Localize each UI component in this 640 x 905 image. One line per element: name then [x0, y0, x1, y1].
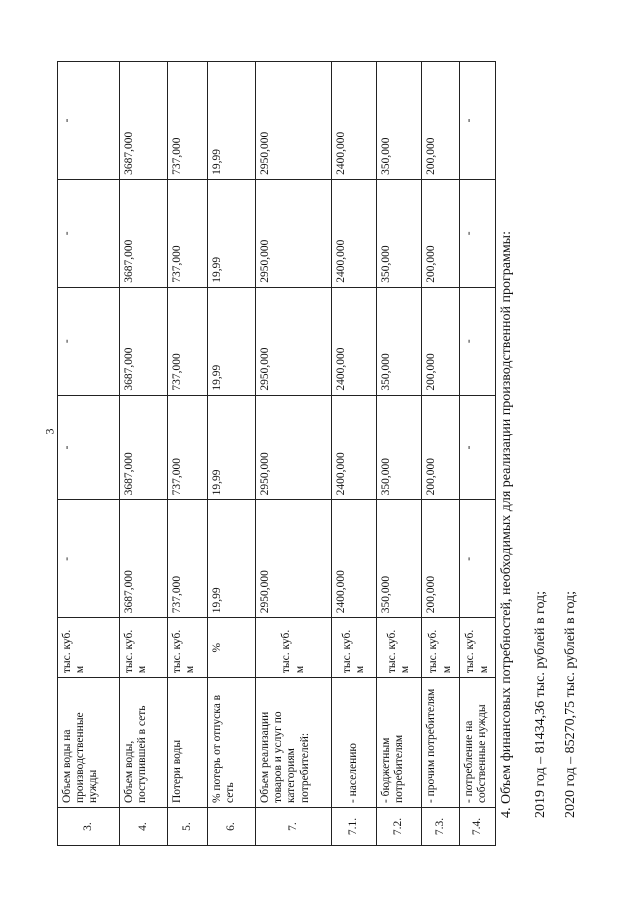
table-body [58, 62, 496, 846]
row-value: 350,000 [377, 179, 422, 287]
row-value: 350,000 [377, 287, 422, 395]
row-value: 3687,000 [120, 500, 168, 618]
row-indicator-name: Объем реализации товаров и услуг по категориям потребителей: [256, 678, 332, 808]
table-row [332, 62, 377, 846]
table-row [422, 62, 460, 846]
row-value: - [58, 179, 120, 287]
row-value: 737,000 [168, 395, 208, 500]
row-value: - [460, 179, 496, 287]
row-value: - [460, 395, 496, 500]
row-unit: тыс. куб. м [58, 618, 120, 678]
row-value: 737,000 [168, 179, 208, 287]
row-value: - [58, 395, 120, 500]
row-indicator-name: - бюджетным потребителям [377, 678, 422, 808]
row-value: 2400,000 [332, 395, 377, 500]
row-value: 2950,000 [256, 62, 332, 180]
row-indicator-name: % потерь от отпуска в сеть [208, 678, 256, 808]
section-heading: 4. Объем финансовых потребностей, необходимых для реализации производственной программы: [499, 231, 514, 818]
row-indicator-name: - прочим потребителям [422, 678, 460, 808]
row-value: 3687,000 [120, 287, 168, 395]
row-value: - [58, 500, 120, 618]
year-line: 2020 год – 85270,75 тыс. рублей в год; [563, 590, 578, 818]
row-unit: тыс. куб. м [168, 618, 208, 678]
row-value: - [58, 287, 120, 395]
row-number: 7.4. [460, 808, 496, 846]
row-number: 6. [208, 808, 256, 846]
rotated-page-content [57, 61, 617, 846]
row-value: 3687,000 [120, 179, 168, 287]
row-number: 3. [58, 808, 120, 846]
row-number: 7.3. [422, 808, 460, 846]
row-unit: тыс. куб. м [332, 618, 377, 678]
row-unit: тыс. куб. м [256, 618, 332, 678]
row-value: 2950,000 [256, 179, 332, 287]
row-value: 19,99 [208, 179, 256, 287]
table-row [377, 62, 422, 846]
row-indicator-name: Объем воды на производственные нужды [58, 678, 120, 808]
row-value: 350,000 [377, 500, 422, 618]
row-indicator-name: Объем воды, поступившей в сеть [120, 678, 168, 808]
table-row [460, 62, 496, 846]
row-value: 19,99 [208, 287, 256, 395]
row-value: - [460, 62, 496, 180]
row-value: 2400,000 [332, 62, 377, 180]
row-number: 7.1. [332, 808, 377, 846]
row-number: 7. [256, 808, 332, 846]
row-value: 737,000 [168, 287, 208, 395]
row-value: 737,000 [168, 62, 208, 180]
row-value: - [58, 62, 120, 180]
row-number: 7.2. [377, 808, 422, 846]
row-value: 2950,000 [256, 395, 332, 500]
row-value: 2400,000 [332, 179, 377, 287]
row-indicator-name: - населению [332, 678, 377, 808]
table-row [208, 62, 256, 846]
row-value: 350,000 [377, 62, 422, 180]
row-value: - [460, 500, 496, 618]
row-unit: тыс. куб. м [422, 618, 460, 678]
row-value: 200,000 [422, 287, 460, 395]
year-line: 2019 год – 81434,36 тыс. рублей в год; [533, 590, 548, 818]
table-row [256, 62, 332, 846]
row-indicator-name: Потери воды [168, 678, 208, 808]
row-value: 2950,000 [256, 500, 332, 618]
production-program-table [57, 61, 496, 846]
row-value: 19,99 [208, 62, 256, 180]
row-value: 19,99 [208, 395, 256, 500]
row-value: 2950,000 [256, 287, 332, 395]
table-row [58, 62, 120, 846]
row-value: 19,99 [208, 500, 256, 618]
row-value: 3687,000 [120, 62, 168, 180]
row-number: 4. [120, 808, 168, 846]
row-value: 200,000 [422, 500, 460, 618]
table-row [168, 62, 208, 846]
row-unit: % [208, 618, 256, 678]
row-unit: тыс. куб. м [377, 618, 422, 678]
row-indicator-name: - потребление на собственные нужды [460, 678, 496, 808]
row-value: 200,000 [422, 395, 460, 500]
row-unit: тыс. куб. м [460, 618, 496, 678]
row-value: 3687,000 [120, 395, 168, 500]
row-value: - [460, 287, 496, 395]
row-value: 2400,000 [332, 287, 377, 395]
row-value: 350,000 [377, 395, 422, 500]
row-unit: тыс. куб. м [120, 618, 168, 678]
row-value: 737,000 [168, 500, 208, 618]
row-value: 200,000 [422, 62, 460, 180]
row-value: 2400,000 [332, 500, 377, 618]
row-number: 5. [168, 808, 208, 846]
page-number: 3 [42, 428, 57, 435]
table-row [120, 62, 168, 846]
row-value: 200,000 [422, 179, 460, 287]
